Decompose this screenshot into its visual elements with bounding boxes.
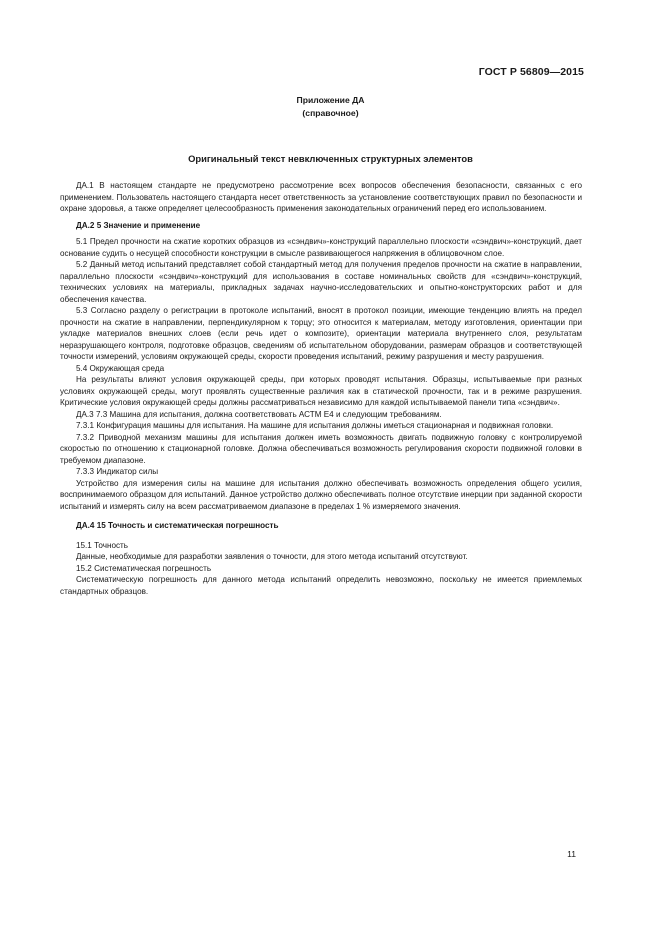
paragraph-5-2: 5.2 Данный метод испытаний представляет собой стандартный метод для получения пределов прочности на сжатие в направлении, параллельно плоскости «сэндвич»-конструкций для использования в составе номинальных свойств для «сэндвич»-конструкций, технических условиях на материалы, прикладных задачах научно-исследовательских и опытно-конструкторских работ и для обеспечения качества. xyxy=(60,260,582,304)
appendix-title: Приложение ДА xyxy=(296,95,365,105)
page-number: 11 xyxy=(567,849,576,859)
appendix-heading xyxy=(0,94,661,120)
paragraph-15-1: Данные, необходимые для разработки заявления о точности, для этого метода испытаний отсутствуют. xyxy=(76,552,468,561)
heading-7-3-3: 7.3.3 Индикатор силы xyxy=(76,467,159,476)
appendix-subtitle: (справочное) xyxy=(302,108,359,118)
heading-15-1: 15.1 Точность xyxy=(76,540,128,550)
paragraph-15-2: Систематическую погрешность для данного метода испытаний определить невозможно, поскольку не имеется приемлемых стандартных образцов. xyxy=(60,575,582,596)
paragraph-da1: ДА.1 В настоящем стандарте не предусмотрено рассмотрение всех вопросов обеспечения безопасности, связанных с его применением. Пользователь настоящего стандарта несет ответственность за установление соответствующих правил по безопасности и охране здоровья, а также определяет целесообразность применения законодательных ограничений перед его использованием. xyxy=(60,181,582,213)
standard-header: ГОСТ Р 56809—2015 xyxy=(478,66,584,78)
document-body xyxy=(60,180,582,597)
paragraph-5-3: 5.3 Согласно разделу о регистрации в протоколе испытаний, вносят в протокол позиции, имеющие тенденцию влиять на предел прочности на сжатие в направлении, перпендикулярном к торцу; это относится к материалам, методу изготовления, ориентации при укладке материалов внешних слоев (если речь идет о композите), ориентации материала внутреннего слоя, результатам неразрушающего контроля, подготовке образцов, сведениям об испытательном оборудовании, размерам образцов и соответствующей точности измерений, условиям окружающей среды, скорости проведения испытаний, режиму разрушения и месту разрушения. xyxy=(60,306,582,361)
heading-da4: ДА.4 15 Точность и систематическая погрешность xyxy=(76,521,279,530)
paragraph-7-3-2: 7.3.2 Приводной механизм машины для испытания должен иметь возможность двигать подвижную головку с контролируемой скоростью по отношению к стационарной головке. Должна обеспечиваться возможность регулирования скорости подвижной головки в требуемом диапазоне. xyxy=(60,432,582,465)
heading-da2: ДА.2 5 Значение и применение xyxy=(76,220,201,230)
heading-15-2: 15.2 Систематическая погрешность xyxy=(76,563,212,573)
paragraph-7-3-1: 7.3.1 Конфигурация машины для испытания. На машине для испытания должны иметься стационарная и подвижная головки. xyxy=(76,421,554,430)
paragraph-da3: ДА.3 7.3 Машина для испытания, должна соответствовать АСТМ Е4 и следующим требованиям. xyxy=(76,409,442,419)
paragraph-5-1: 5.1 Предел прочности на сжатие коротких образцов из «сэндвич»-конструкций параллельно плоскости «сэндвич»-конструкций, дает основание судить о несущей способности конструкции в смысле развивающегося напряжения в облицовочном слое. xyxy=(60,237,582,258)
paragraph-5-4: На результаты влияют условия окружающей среды, при которых проводят испытания. Образцы, испытываемые при разных условиях окружающей среды, могут проявлять существенные различия как в статической прочности, так и в режиме разрушения. Критические условия окружающей среды должны рассматриваться независимо для каждой испытываемой панели типа «сэндвич». xyxy=(60,375,582,407)
section-title: Оригинальный текст невключенных структурных элементов xyxy=(188,153,473,164)
heading-5-4: 5.4 Окружающая среда xyxy=(76,363,165,373)
paragraph-7-3-3: Устройство для измерения силы на машине для испытания должно обеспечивать возможность определения общего усилия, воспринимаемого образцом для испытаний. Данное устройство должно обеспечивать полное отсутствие инерции при заданной скорости испытаний и измерять силу на всем рассматриваемом диапазоне в пределах 1 % измеряемого значения. xyxy=(60,478,582,511)
